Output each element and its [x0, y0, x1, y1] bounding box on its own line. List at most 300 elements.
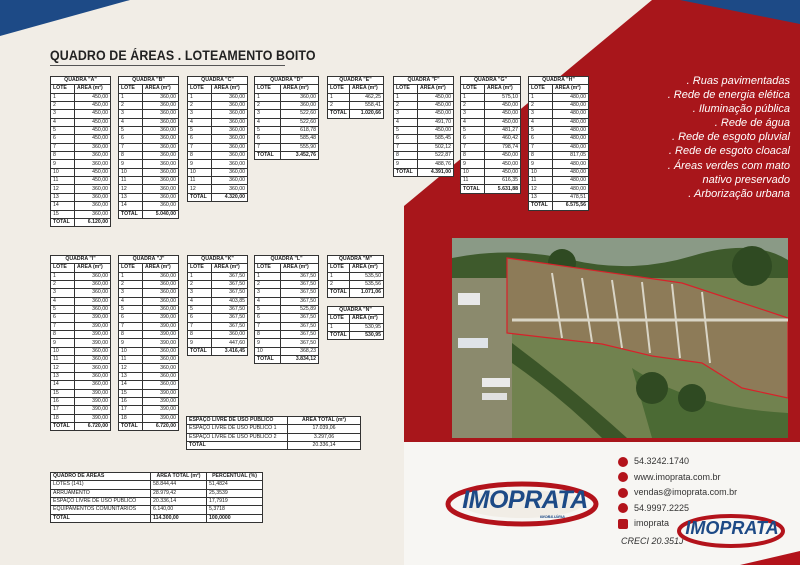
table-row: [188, 297, 248, 305]
lote-area: 360,00: [212, 135, 248, 143]
table-row: [461, 93, 521, 101]
lote-number: 3: [255, 110, 281, 118]
lote-area: 360,00: [143, 364, 179, 372]
lote-number: 6: [529, 135, 553, 143]
lote-area: 390,00: [143, 322, 179, 330]
logo-text: IMOPRATA: [462, 486, 588, 514]
lote-area: 390,00: [75, 406, 111, 414]
lote-area: 360,00: [143, 347, 179, 355]
lote-area: 360,00: [75, 193, 111, 201]
lote-area: 360,00: [143, 372, 179, 380]
lote-area: 360,00: [212, 143, 248, 151]
table-row: [119, 339, 179, 347]
lote-number: 3: [188, 110, 212, 118]
column-header: LOTE: [461, 85, 485, 93]
table-row: [255, 322, 319, 330]
table-row: [328, 323, 384, 331]
table-row: [119, 406, 179, 414]
table-row: [461, 152, 521, 160]
lote-number: 12: [51, 364, 75, 372]
table-row: [51, 185, 111, 193]
lote-area: 522,60: [281, 110, 319, 118]
row-value: 17.039,06: [288, 425, 361, 433]
table-row: [51, 110, 111, 118]
lote-number: 10: [119, 168, 143, 176]
lote-number: 9: [51, 339, 75, 347]
table-row: [394, 110, 454, 118]
table-row: [394, 152, 454, 160]
lote-area: 450,00: [418, 93, 454, 101]
lote-number: 6: [461, 135, 485, 143]
table-row: [328, 272, 384, 280]
lote-number: 12: [51, 185, 75, 193]
lote-number: 10: [119, 347, 143, 355]
table-row: [119, 381, 179, 389]
lote-number: 4: [51, 297, 75, 305]
lote-number: 8: [529, 152, 553, 160]
corner-decoration-bottom-right: [740, 551, 800, 565]
table-row: [119, 372, 179, 380]
lote-number: 4: [119, 297, 143, 305]
title-underline: [50, 65, 285, 66]
lote-area: 480,00: [553, 168, 589, 176]
lote-area: 360,00: [143, 356, 179, 364]
lote-area: 360,00: [143, 202, 179, 210]
lote-number: 2: [461, 102, 485, 110]
table-row: [461, 160, 521, 168]
lote-area: 360,00: [75, 306, 111, 314]
table-row: [461, 127, 521, 135]
lote-number: 6: [119, 135, 143, 143]
quadra-table: [327, 306, 384, 340]
column-header: LOTE: [51, 85, 75, 93]
lote-area: 360,00: [212, 110, 248, 118]
lote-area: 480,00: [553, 177, 589, 185]
lote-area: 360,00: [75, 356, 111, 364]
table-row: [188, 110, 248, 118]
table-row: [119, 118, 179, 126]
column-header: LOTE: [328, 264, 350, 272]
table-row: [51, 406, 111, 414]
table-row: [529, 118, 589, 126]
lote-number: 6: [188, 314, 212, 322]
quadra-title: QUADRA "E": [328, 77, 384, 85]
column-header: ÁREA TOTAL (m²): [288, 417, 361, 425]
lote-area: 360,00: [143, 289, 179, 297]
lote-area: 390,00: [143, 339, 179, 347]
quadra-table: [528, 76, 589, 211]
public-space-table: [186, 416, 361, 450]
lote-number: 3: [51, 110, 75, 118]
column-header: ÁREA TOTAL (m²): [151, 473, 207, 481]
table-row: [529, 185, 589, 193]
lote-number: 11: [51, 356, 75, 364]
lote-area: 450,00: [75, 118, 111, 126]
quadra-table: [254, 76, 319, 160]
lote-number: 7: [529, 143, 553, 151]
lote-number: 2: [188, 281, 212, 289]
lote-number: 13: [119, 193, 143, 201]
corner-decoration-top-right: [680, 0, 800, 24]
table-row: [51, 397, 111, 405]
lote-area: 368,23: [281, 347, 319, 355]
table-row: [188, 272, 248, 280]
lote-area: 360,00: [212, 185, 248, 193]
table-row: [394, 127, 454, 135]
table-row: [394, 160, 454, 168]
table-row: [119, 289, 179, 297]
lote-area: 360,00: [75, 210, 111, 218]
table-row: [529, 143, 589, 151]
table-row: [119, 93, 179, 101]
lote-area: 555,90: [281, 143, 319, 151]
lote-number: 11: [51, 177, 75, 185]
table-row: [51, 168, 111, 176]
table-row: [461, 110, 521, 118]
lote-area: 367,50: [281, 281, 319, 289]
contact-text: imoprata: [634, 518, 670, 528]
lote-number: 10: [188, 168, 212, 176]
lote-number: 11: [188, 177, 212, 185]
total-value: 20.336,14: [288, 442, 361, 450]
lote-number: 5: [255, 127, 281, 135]
lote-number: 3: [529, 110, 553, 118]
lote-area: 390,00: [143, 414, 179, 422]
lote-number: 8: [394, 152, 418, 160]
lote-area: 360,00: [143, 152, 179, 160]
lote-number: 10: [51, 347, 75, 355]
table-row: [119, 177, 179, 185]
table-row: [51, 135, 111, 143]
lote-area: 360,00: [143, 135, 179, 143]
table-row: [188, 168, 248, 176]
lote-number: 11: [119, 177, 143, 185]
table-row: [51, 414, 111, 422]
lote-number: 2: [255, 102, 281, 110]
total-value: 1.020,66: [350, 110, 384, 118]
lote-number: 9: [461, 160, 485, 168]
table-row: [255, 289, 319, 297]
table-row: [529, 168, 589, 176]
quadra-title: QUADRA "F": [394, 77, 454, 85]
lote-area: 360,00: [212, 160, 248, 168]
total-value: 4.391,00: [418, 168, 454, 176]
row-value: 58.844,44: [151, 481, 207, 489]
lote-area: 535,56: [350, 281, 384, 289]
table-row: [188, 160, 248, 168]
lote-number: 7: [188, 143, 212, 151]
row-percent: 25,3539: [207, 489, 263, 497]
table-row: [328, 93, 384, 101]
lote-area: 478,51: [553, 193, 589, 201]
total-label: TOTAL: [328, 289, 350, 297]
table-row: [188, 135, 248, 143]
table-row: [529, 110, 589, 118]
lote-number: 5: [51, 306, 75, 314]
table-row: [394, 143, 454, 151]
lote-number: 17: [51, 406, 75, 414]
lote-area: 585,45: [418, 135, 454, 143]
lote-number: 13: [119, 372, 143, 380]
lote-number: 7: [188, 322, 212, 330]
lote-number: 2: [529, 102, 553, 110]
lote-number: 3: [394, 110, 418, 118]
table-row: [188, 339, 248, 347]
lote-area: 450,00: [418, 110, 454, 118]
lote-number: 10: [529, 168, 553, 176]
lote-number: 18: [51, 414, 75, 422]
lote-number: 6: [51, 135, 75, 143]
lote-area: 367,50: [281, 322, 319, 330]
table-row: [255, 306, 319, 314]
lote-area: 488,76: [418, 160, 454, 168]
lote-area: 460,42: [485, 135, 521, 143]
table-row: [188, 177, 248, 185]
services-list: [668, 74, 790, 201]
lote-area: 481,27: [485, 127, 521, 135]
lote-area: 360,00: [212, 93, 248, 101]
lote-number: 1: [51, 93, 75, 101]
table-row: [51, 389, 111, 397]
table-row: [188, 322, 248, 330]
contact-phone[interactable]: [618, 454, 737, 470]
lote-number: 1: [394, 93, 418, 101]
lote-area: 480,00: [553, 127, 589, 135]
lote-area: 360,00: [143, 143, 179, 151]
column-header: ÁREA (m²): [281, 264, 319, 272]
lote-number: 1: [188, 272, 212, 280]
lote-area: 491,70: [418, 118, 454, 126]
quadra-table: [187, 76, 248, 202]
total-percent: 100,0000: [207, 514, 263, 522]
lote-number: 13: [51, 193, 75, 201]
table-row: [51, 297, 111, 305]
total-label: TOTAL: [119, 422, 143, 430]
table-row: [255, 281, 319, 289]
lote-number: 9: [529, 160, 553, 168]
table-row: [51, 193, 111, 201]
table-row: [461, 135, 521, 143]
table-row: [188, 152, 248, 160]
row-label: ESPAÇO LIVRE DE USO PÚBLICO 1: [187, 425, 288, 433]
table-row: [461, 168, 521, 176]
column-header: ÁREA (m²): [143, 264, 179, 272]
table-row: [119, 322, 179, 330]
lote-area: 367,50: [212, 306, 248, 314]
table-row: [255, 127, 319, 135]
table-row: [51, 381, 111, 389]
quadra-title: QUADRA "A": [51, 77, 111, 85]
lote-area: 450,00: [75, 127, 111, 135]
lote-area: 618,78: [281, 127, 319, 135]
lote-number: 2: [394, 102, 418, 110]
globe-icon: [618, 472, 628, 482]
lote-number: 12: [119, 185, 143, 193]
table-row: [51, 347, 111, 355]
total-value: 6.720,00: [143, 422, 179, 430]
lote-area: 367,50: [281, 297, 319, 305]
lote-number: 15: [51, 210, 75, 218]
lote-area: 367,50: [281, 289, 319, 297]
total-label: TOTAL: [188, 347, 212, 355]
total-value: 3.416,45: [212, 347, 248, 355]
lote-number: 1: [119, 272, 143, 280]
lote-number: 12: [119, 364, 143, 372]
lote-number: 4: [188, 297, 212, 305]
row-label: ESPAÇO LIVRE DE USO PÚBLICO: [51, 498, 151, 506]
quadra-table: [118, 76, 179, 219]
table-row: [51, 339, 111, 347]
contact-text: 54.3242.1740: [634, 456, 690, 466]
lote-number: 8: [461, 152, 485, 160]
lote-number: 14: [51, 381, 75, 389]
lote-area: 525,89: [281, 306, 319, 314]
lote-number: 5: [119, 306, 143, 314]
lote-number: 17: [119, 406, 143, 414]
lote-number: 2: [119, 281, 143, 289]
contact-email[interactable]: [618, 485, 737, 501]
table-row: [51, 93, 111, 101]
column-header: ÁREA (m²): [75, 264, 111, 272]
lote-number: 9: [394, 160, 418, 168]
lote-number: 1: [119, 93, 143, 101]
table-row: [119, 331, 179, 339]
table-row: [529, 160, 589, 168]
lote-number: 5: [51, 127, 75, 135]
lote-area: 817,05: [553, 152, 589, 160]
quadra-table: [327, 76, 384, 119]
lote-number: 11: [119, 356, 143, 364]
lote-number: 6: [255, 135, 281, 143]
mail-icon: [618, 488, 628, 498]
table-row: [51, 314, 111, 322]
quadra-title: QUADRA "B": [119, 77, 179, 85]
service-item: . Rede de água: [714, 117, 790, 130]
table-row: [51, 210, 111, 218]
lote-area: 360,00: [212, 168, 248, 176]
lote-area: 360,00: [212, 152, 248, 160]
service-item: . Arborização urbana: [688, 187, 790, 200]
contact-website[interactable]: [618, 470, 737, 486]
lote-area: 360,00: [75, 289, 111, 297]
quadra-title: QUADRA "N": [328, 307, 384, 315]
table-row: [529, 93, 589, 101]
total-label: TOTAL: [328, 332, 350, 340]
lote-area: 360,00: [143, 297, 179, 305]
table-row: [51, 289, 111, 297]
column-header: ÁREA (m²): [75, 85, 111, 93]
total-value: 114.300,00: [151, 514, 207, 522]
lote-area: 360,00: [143, 93, 179, 101]
column-header: LOTE: [394, 85, 418, 93]
quadra-table: [50, 76, 111, 227]
lote-area: 450,00: [75, 110, 111, 118]
lote-area: 530,95: [350, 323, 384, 331]
total-label: TOTAL: [51, 422, 75, 430]
table-row: [119, 356, 179, 364]
lote-number: 15: [51, 389, 75, 397]
lote-area: 360,00: [75, 364, 111, 372]
lote-area: 480,00: [553, 185, 589, 193]
lote-number: 12: [529, 185, 553, 193]
lote-number: 3: [51, 289, 75, 297]
lote-area: 360,00: [75, 347, 111, 355]
lote-number: 3: [461, 110, 485, 118]
lote-number: 2: [51, 281, 75, 289]
lote-number: 4: [529, 118, 553, 126]
table-row: [119, 202, 179, 210]
logo-text: IMOPRATA: [685, 518, 779, 538]
lote-area: 360,00: [75, 297, 111, 305]
lote-area: 390,00: [75, 339, 111, 347]
column-header: LOTE: [119, 85, 143, 93]
lote-area: 450,00: [418, 127, 454, 135]
total-label: TOTAL: [461, 185, 485, 193]
lote-area: 360,00: [75, 152, 111, 160]
table-row: [529, 152, 589, 160]
table-row: [188, 314, 248, 322]
table-row: [119, 168, 179, 176]
quadra-table: [393, 76, 454, 177]
service-item: . Iluminação pública: [692, 103, 790, 116]
table-row: [119, 152, 179, 160]
lote-number: 4: [51, 118, 75, 126]
lote-area: 360,00: [281, 93, 319, 101]
column-header: LOTE: [188, 85, 212, 93]
table-row: [119, 143, 179, 151]
table-row: [461, 143, 521, 151]
lote-number: 8: [119, 331, 143, 339]
lote-area: 535,50: [350, 272, 384, 280]
table-row: [255, 331, 319, 339]
lote-number: 1: [328, 272, 350, 280]
total-label: TOTAL: [51, 514, 151, 522]
lote-number: 9: [119, 160, 143, 168]
total-value: 5.631,88: [485, 185, 521, 193]
table-row: [188, 143, 248, 151]
lote-area: 480,00: [553, 110, 589, 118]
lote-number: 8: [188, 152, 212, 160]
table-row: [394, 118, 454, 126]
lote-area: 367,50: [212, 272, 248, 280]
lote-area: 616,35: [485, 177, 521, 185]
table-row: [188, 289, 248, 297]
lote-area: 585,48: [281, 135, 319, 143]
table-row: [529, 177, 589, 185]
lote-number: 1: [188, 93, 212, 101]
column-header: ESPAÇO LIVRE DE USO PÚBLICO: [187, 417, 288, 425]
total-value: 4.320,00: [212, 193, 248, 201]
lote-number: 2: [255, 281, 281, 289]
table-row: [461, 118, 521, 126]
lote-number: 15: [119, 389, 143, 397]
column-header: ÁREA (m²): [212, 264, 248, 272]
table-row: [51, 281, 111, 289]
facebook-icon: [618, 519, 628, 529]
quadra-table: [118, 255, 179, 431]
lote-area: 367,50: [281, 272, 319, 280]
lote-number: 6: [255, 314, 281, 322]
total-label: TOTAL: [119, 210, 143, 218]
table-row: [529, 102, 589, 110]
lote-area: 360,00: [143, 306, 179, 314]
table-row: [255, 297, 319, 305]
lote-area: 390,00: [75, 322, 111, 330]
lote-number: 14: [119, 381, 143, 389]
lote-area: 450,00: [485, 152, 521, 160]
lote-area: 450,00: [75, 168, 111, 176]
lote-area: 480,00: [553, 93, 589, 101]
